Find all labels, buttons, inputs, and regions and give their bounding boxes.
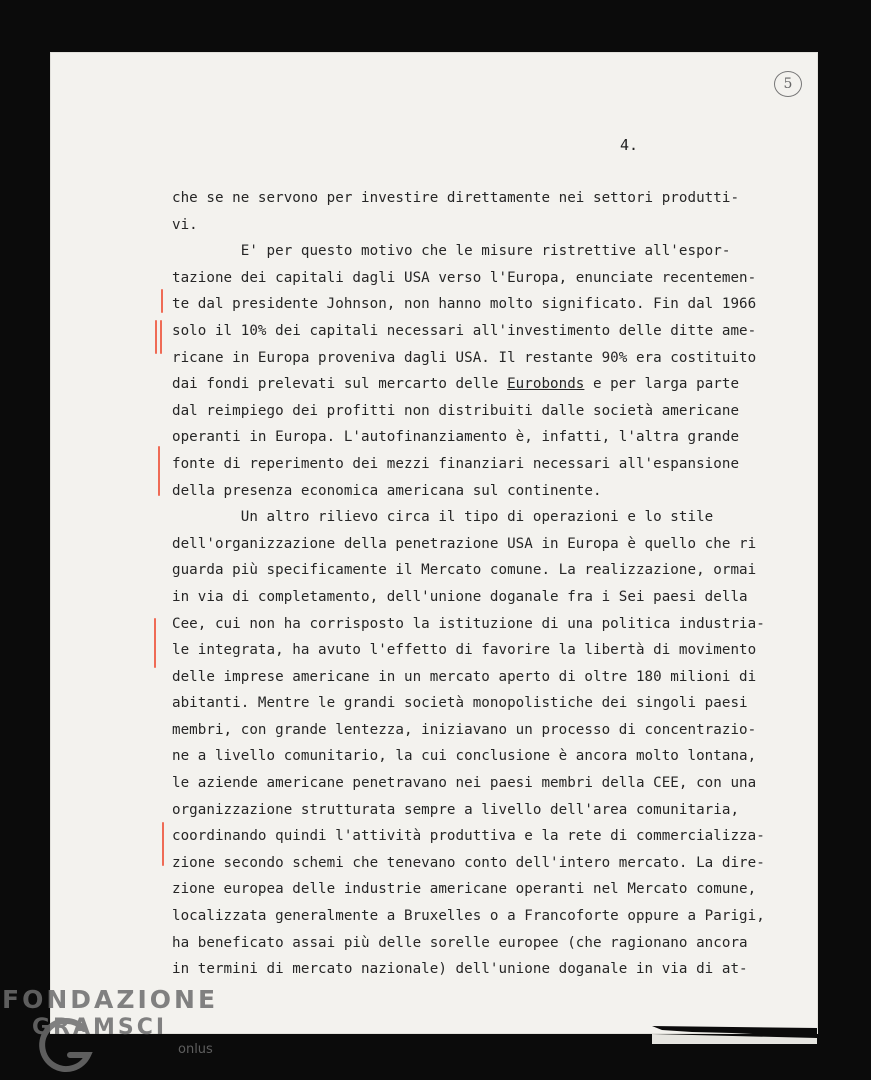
text-line: vi. (172, 216, 198, 233)
text-line: che se ne servono per investire direttamente nei settori produtti- (172, 190, 740, 206)
text-line: abitanti. Mentre le grandi società monopolistiche dei singoli paesi (172, 695, 748, 712)
text-line: Cee, cui non ha corrisposto la istituzione di una politica industria- (172, 615, 765, 632)
text-line: ha beneficato assai più delle sorelle europee (che ragionano ancora (172, 934, 748, 951)
text-line: ricane in Europa proveniva dagli USA. Il restante 90% era costituito (172, 349, 757, 366)
text-line: dell'organizzazione della penetrazione USA in Europa è quello che ri (172, 535, 757, 552)
text-line: delle imprese americane in un mercato aperto di oltre 180 milioni di (172, 668, 757, 685)
text-line: in via di completamento, dell'unione doganale fra i Sei paesi della (172, 588, 748, 605)
page-number: 4. (620, 136, 639, 154)
page-mark-number: 5 (783, 76, 793, 92)
watermark-line1: FONDAZIONE (2, 985, 219, 1014)
text-line: ne a livello comunitario, la cui conclusione è ancora molto lontana, (172, 748, 757, 765)
text-line: solo il 10% dei capitali necessari all'investimento delle ditte ame- (172, 322, 757, 339)
text-line: fonte di reperimento dei mezzi finanziari necessari all'espansione (172, 455, 740, 472)
text-line: dal reimpiego dei profitti non distribuiti dalle società americane (172, 402, 740, 419)
margin-annotation-mark (158, 446, 160, 496)
text-line: le aziende americane penetravano nei paesi membri della CEE, con una (172, 775, 757, 792)
margin-annotation-mark (161, 289, 163, 313)
text-line: in termini di mercato nazionale) dell'unione doganale in via di at- (172, 961, 748, 978)
fondazione-gramsci-watermark (2, 985, 219, 1057)
text-line: Un altro rilievo circa il tipo di operazioni e lo stile (172, 509, 714, 526)
text-line: le integrata, ha avuto l'effetto di favorire la libertà di movimento (172, 642, 757, 659)
text-line: coordinando quindi l'attività produttiva e la rete di commercializza- (172, 828, 765, 845)
underlined-term: Eurobonds (507, 376, 585, 393)
watermark-line2: GRAMSCI (32, 1015, 168, 1040)
page-mark-circled (774, 71, 802, 97)
margin-annotation-mark (160, 320, 162, 354)
text-line: della presenza economica americana sul continente. (172, 482, 602, 499)
text-line: E' per questo motivo che le misure ristrettive all'espor- (172, 243, 731, 260)
text-line: te dal presidente Johnson, non hanno molto significato. Fin dal 1966 (172, 296, 757, 313)
text-line: dai fondi prelevati sul mercarto delle Eurobonds e per larga parte (172, 376, 740, 393)
text-line: guarda più specificamente il Mercato comune. La realizzazione, ormai (172, 562, 757, 579)
text-line: organizzazione strutturata sempre a livello dell'area comunitaria, (172, 801, 740, 818)
watermark-suffix: onlus (178, 1042, 213, 1057)
margin-annotation-mark (155, 320, 157, 354)
margin-annotation-mark (162, 822, 164, 866)
text-line: localizzata generalmente a Bruxelles o a Francoforte oppure a Parigi, (172, 908, 765, 925)
text-line: tazione dei capitali dagli USA verso l'Europa, enunciate recentemen- (172, 269, 757, 286)
margin-annotation-mark (154, 618, 156, 668)
torn-paper-edge (652, 1024, 817, 1044)
text-line: zione europea delle industrie americane operanti nel Mercato comune, (172, 881, 757, 898)
text-line: operanti in Europa. L'autofinanziamento è, infatti, l'altra grande (172, 429, 740, 446)
text-line: membri, con grande lentezza, iniziavano un processo di concentrazio- (172, 721, 757, 738)
typed-body-text (172, 185, 812, 983)
text-line: zione secondo schemi che tenevano conto dell'intero mercato. La dire- (172, 854, 765, 871)
